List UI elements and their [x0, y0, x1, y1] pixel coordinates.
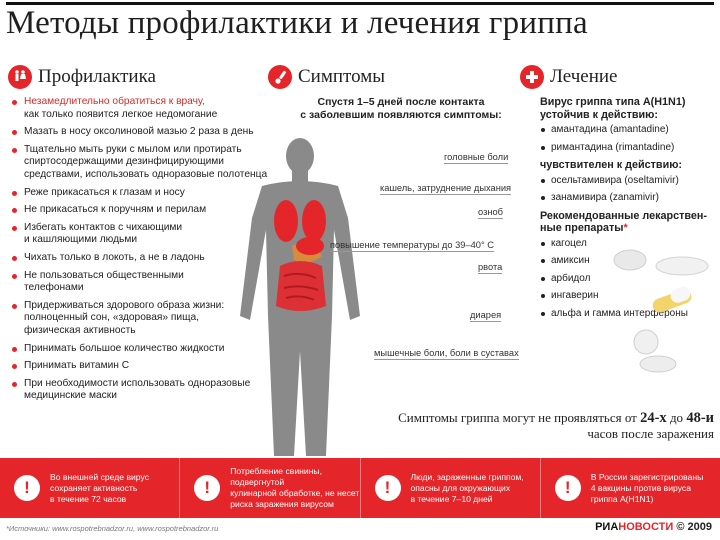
exclamation-icon: !: [555, 475, 581, 501]
symptom-label: кашель, затруднение дыхания: [380, 183, 512, 193]
symptom-label: мышечные боли, боли в суставах: [374, 348, 519, 358]
symptom-label: диарея: [470, 310, 502, 320]
incubation-note: Симптомы гриппа могут не проявляться от 24-х до 48-и часов после заражения: [398, 410, 714, 441]
treatment-title: Лечение: [550, 66, 618, 87]
recommended-title: Рекомендованные лекарствен- ные препараты*: [540, 209, 708, 234]
symptoms-intro: Спустя 1–5 дней после контакта с заболевшим появляются симптомы:: [300, 96, 502, 121]
exclamation-icon: !: [194, 475, 220, 501]
prevention-title: Профилактика: [38, 66, 156, 87]
prevention-header: [8, 64, 156, 90]
list-item: Мазать в носу оксолиновой мазью 2 раза в день: [10, 126, 268, 139]
symptoms-title: Симптомы: [298, 66, 386, 87]
fact-item: ! Потребление свинины, подвергнутой кулинарной обработке, не несет риска заражения вирусом: [180, 458, 360, 518]
symptom-label: головные боли: [444, 152, 509, 162]
exclamation-icon: !: [375, 475, 401, 501]
list-item: ингаверин: [540, 290, 720, 303]
list-item: Избегать контактов с чихающими и кашляющими людьми: [10, 222, 268, 247]
list-item: амиксин: [540, 255, 720, 268]
page-title: Методы профилактики и лечения гриппа: [6, 2, 714, 44]
list-item: амантадина (amantadine): [540, 124, 720, 137]
symptoms-header: [268, 64, 385, 90]
pills-illustration: [612, 246, 716, 386]
list-item: Незамедлительно обратиться к врачу, как только появится легкое недомогание: [10, 96, 268, 121]
list-item: Чихать только в локоть, а не в ладонь: [10, 252, 268, 265]
resistant-list: [540, 124, 720, 154]
credit: РИАНОВОСТИ © 2009: [595, 521, 712, 533]
thermometer-icon: [268, 65, 292, 89]
symptom-label: озноб: [478, 207, 503, 217]
fact-item: ! В России зарегистрированы 4 вакцины против вируса гриппа A(H1N1): [541, 458, 720, 518]
resistant-title: Вирус гриппа типа A(H1N1) устойчив к действию:: [540, 96, 686, 121]
sensitive-list: [540, 175, 720, 205]
list-item: Реже прикасаться к глазам и носу: [10, 187, 268, 200]
fact-item: ! Во внешней среде вирус сохраняет активность в течение 72 часов: [0, 458, 180, 518]
symptom-label: рвота: [478, 262, 503, 272]
list-item: альфа и гамма интерфероны: [540, 308, 720, 321]
man-woman-icon: [8, 65, 32, 89]
sensitive-title: чувствителен к действию:: [540, 159, 683, 171]
fact-item: ! Люди, зараженные гриппом, опасны для окружающих в течение 7–10 дней: [361, 458, 541, 518]
list-item: кагоцел: [540, 238, 720, 251]
list-item: римантадина (rimantadine): [540, 142, 720, 155]
human-body-figure: [240, 126, 490, 456]
list-item: Принимать большое количество жидкости: [10, 343, 268, 356]
list-item: осельтамивира (oseltamivir): [540, 175, 720, 188]
list-item: Принимать витамин С: [10, 360, 268, 373]
list-item: Не прикасаться к поручням и перилам: [10, 204, 268, 217]
medical-cross-icon: [520, 65, 544, 89]
symptom-label: повышение температуры до 39–40° С: [330, 240, 494, 250]
list-item: Придерживаться здорового образа жизни: полноценный сон, «здоровая» пища, физическая активность: [10, 300, 268, 338]
treatment-header: [520, 64, 617, 90]
facts-banner: [0, 458, 720, 518]
prevention-list: [10, 96, 268, 408]
list-item: При необходимости использовать одноразовые медицинские маски: [10, 378, 268, 403]
list-item: арбидол: [540, 273, 720, 286]
list-item: занамивира (zanamivir): [540, 192, 720, 205]
list-item: Не пользоваться общественными телефонами: [10, 270, 268, 295]
sources-note: *Источники: www.rospotrebnadzor.ru, www.rospotrebnadzor.ru: [6, 524, 219, 533]
list-item: Тщательно мыть руки с мылом или протирать спиртосодержащими дезинфицирующими средствами, использовать одноразовые полотенца: [10, 144, 268, 182]
exclamation-icon: !: [14, 475, 40, 501]
